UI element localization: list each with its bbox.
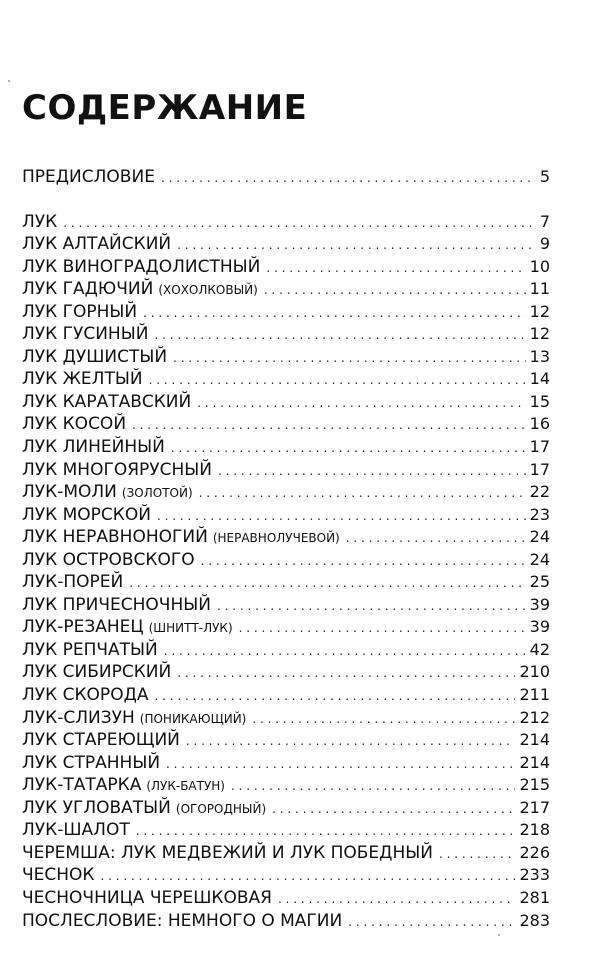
toc-entry-title: ЛУК РЕПЧАТЫЙ [22, 639, 158, 660]
toc-entry-title: ЛУК ГАДЮЧИЙ [22, 279, 154, 300]
toc-entry-title: ЧЕСНОК [22, 865, 95, 886]
dot-leader [101, 865, 516, 887]
toc-page-number: 5 [539, 167, 550, 186]
toc-entry-title: ЧЕРЕМША: ЛУК МЕДВЕЖИЙ И ЛУК ПОБЕДНЫЙ [22, 842, 433, 863]
toc-page-number: 14 [529, 369, 550, 389]
toc-page-number: 42 [529, 639, 550, 659]
toc-page-number: 226 [519, 842, 550, 862]
dot-leader [252, 708, 515, 730]
contents-title: СОДЕРЖАНИЕ [22, 88, 308, 128]
toc-page-number: 10 [529, 256, 550, 276]
toc-entry-note: (ШНИТТ-ЛУК) [148, 621, 233, 636]
dot-leader [346, 527, 526, 549]
dot-leader [171, 437, 526, 459]
toc-entry [22, 413, 550, 436]
toc-entry [22, 910, 550, 933]
toc-page-number: 214 [519, 752, 550, 772]
dot-leader [132, 414, 526, 436]
toc-entry [22, 594, 550, 617]
toc-page-number: 24 [529, 527, 550, 547]
toc-page-number: 17 [529, 437, 550, 457]
toc-page-number: 12 [529, 324, 550, 344]
dot-leader [348, 911, 515, 933]
toc-entry [22, 278, 550, 301]
toc-entry [22, 684, 550, 707]
dot-leader [218, 460, 526, 482]
dot-leader [157, 505, 526, 527]
toc-entry [22, 459, 550, 482]
toc-entry [22, 752, 550, 775]
dot-leader [217, 595, 526, 617]
dot-leader [199, 482, 526, 504]
toc-entry-title: ПРЕДИСЛОВИЕ [22, 167, 155, 187]
toc-page-number: 22 [529, 482, 550, 502]
toc-entry-title: ЛУК ПРИЧЕСНОЧНЫЙ [22, 594, 211, 615]
toc-entry-title: ЛУК СТАРЕЮЩИЙ [22, 730, 180, 751]
toc-entry-title: ЛУК СКОРОДА [22, 685, 149, 706]
toc-page-number: 25 [529, 572, 550, 592]
toc-page-number: 212 [519, 707, 550, 727]
scan-speck [8, 80, 10, 82]
dot-leader [164, 640, 526, 662]
toc-entry-title: ПОСЛЕСЛОВИЕ: НЕМНОГО О МАГИИ [22, 910, 343, 931]
dot-leader [186, 730, 516, 752]
toc-entry-title: ЛУК-ШАЛОТ [22, 820, 130, 841]
toc-page-number: 17 [529, 459, 550, 479]
toc-entry-title: ЛУК ЛИНЕЙНЫЙ [22, 437, 165, 458]
toc-entry [22, 368, 550, 391]
toc-page-number: 233 [519, 865, 550, 885]
toc-entry [22, 707, 550, 730]
toc-entry-title: ЛУК ГУСИНЫЙ [22, 324, 149, 345]
dot-leader [63, 212, 536, 234]
toc-entry [22, 661, 550, 684]
dot-leader [197, 392, 525, 414]
toc-page-number: 210 [519, 662, 550, 682]
dot-leader [154, 685, 515, 707]
dot-leader [439, 843, 516, 865]
toc-entry-title: ЛУК УГЛОВАТЫЙ [22, 797, 171, 818]
toc-entry-title: ЛУК ВИНОГРАДОЛИСТНЫЙ [22, 256, 261, 277]
toc-page-number: 283 [519, 910, 550, 930]
toc-entry-note: (ХОХОЛКОВЫЙ) [158, 283, 258, 298]
toc-entry-title: ЛУК АЛТАЙСКИЙ [22, 234, 172, 255]
toc-entry-title: ЛУК-ПОРЕЙ [22, 572, 124, 593]
dot-leader [272, 798, 515, 820]
toc-page-number: 12 [529, 301, 550, 321]
toc-entry-title: ЛУК ЖЕЛТЫЙ [22, 369, 143, 390]
toc-entry [22, 256, 550, 279]
dot-leader [173, 347, 526, 369]
toc-entry-title: ЛУК КАРАТАВСКИЙ [22, 391, 192, 412]
dot-leader [239, 617, 526, 639]
toc-entry [22, 571, 550, 594]
toc-entry [22, 774, 550, 797]
toc-entry [22, 616, 550, 639]
toc-entry-note: (ЛУК-БАТУН) [146, 779, 225, 794]
toc-entry-title: ЛУК СИБИРСКИЙ [22, 662, 172, 683]
dot-leader [201, 550, 526, 572]
dot-leader [264, 279, 526, 301]
toc-entry-note: (ЗОЛОТОЙ) [121, 486, 193, 501]
scan-speck [498, 934, 500, 936]
toc-entry [22, 233, 550, 256]
toc-page-number: 15 [529, 391, 550, 411]
toc-entry [22, 346, 550, 369]
toc-entry-title: ЛУК ДУШИСТЫЙ [22, 346, 168, 367]
toc-entry [22, 887, 550, 910]
toc-entry [22, 639, 550, 662]
dot-leader [129, 572, 525, 594]
toc-entry [22, 166, 550, 189]
toc-entry-title: ЛУК-МОЛИ [22, 482, 117, 503]
toc-page-number: 9 [539, 234, 550, 254]
toc-entry-title: ЛУК КОСОЙ [22, 414, 127, 435]
toc-page-number: 281 [519, 887, 550, 907]
toc-entry [22, 864, 550, 887]
dot-leader [143, 302, 526, 324]
dot-leader [231, 775, 515, 797]
toc-page-number: 217 [519, 797, 550, 817]
toc-entry-title: ЛУК-ТАТАРКА [22, 775, 142, 796]
toc-entry [22, 323, 550, 346]
toc-page-number: 39 [529, 617, 550, 637]
toc-entry-title: ЛУК НЕРАВНОНОГИЙ [22, 527, 208, 548]
dot-leader [161, 167, 536, 189]
toc-entry [22, 481, 550, 504]
toc-page-number: 215 [519, 775, 550, 795]
toc-entry [22, 391, 550, 414]
dot-leader [136, 820, 516, 842]
toc-entry-title: ЛУК-СЛИЗУН [22, 707, 135, 728]
dot-leader [266, 257, 525, 279]
toc-page-number: 7 [539, 211, 550, 231]
toc-entry [22, 436, 550, 459]
toc-entry [22, 842, 550, 865]
toc-page-number: 218 [519, 820, 550, 840]
toc-entry [22, 504, 550, 527]
toc-entry-title: ЧЕСНОЧНИЦА ЧЕРЕШКОВАЯ [22, 887, 272, 908]
toc-page-number: 24 [529, 549, 550, 569]
toc-page-number: 211 [519, 685, 550, 705]
toc-page-number: 23 [529, 504, 550, 524]
toc-page-number: 16 [529, 414, 550, 434]
toc-entry-note: (ПОНИКАЮЩИЙ) [139, 711, 247, 726]
toc-entry [22, 549, 550, 572]
toc-page-number: 214 [519, 730, 550, 750]
toc-entry-title: ЛУК ОСТРОВСКОГО [22, 549, 195, 570]
toc-entry [22, 819, 550, 842]
dot-leader [166, 753, 515, 775]
toc-entry [22, 211, 550, 234]
table-of-contents [22, 166, 550, 932]
toc-entry-title: ЛУК СТРАННЫЙ [22, 752, 161, 773]
toc-entry-title: ЛУК МОРСКОЙ [22, 504, 151, 525]
toc-entry [22, 301, 550, 324]
toc-entry-title: ЛУК МНОГОЯРУСНЫЙ [22, 459, 212, 480]
dot-leader [154, 324, 525, 346]
toc-entry-note: (НЕРАВНОЛУЧЕВОЙ) [212, 531, 340, 546]
toc-entry [22, 526, 550, 549]
dot-leader [177, 234, 536, 256]
dot-leader [177, 662, 515, 684]
dot-leader [278, 888, 516, 910]
toc-entry-title: ЛУК [22, 211, 58, 232]
toc-entry-title: ЛУК-РЕЗАНЕЦ [22, 617, 144, 638]
toc-page-number: 13 [529, 346, 550, 366]
toc-entry-title: ЛУК ГОРНЫЙ [22, 301, 138, 322]
toc-entry-note: (ОГОРОДНЫЙ) [175, 801, 267, 816]
toc-entry [22, 797, 550, 820]
dot-leader [149, 369, 526, 391]
toc-page-number: 11 [529, 279, 550, 299]
toc-page-number: 39 [529, 594, 550, 614]
toc-entry [22, 729, 550, 752]
